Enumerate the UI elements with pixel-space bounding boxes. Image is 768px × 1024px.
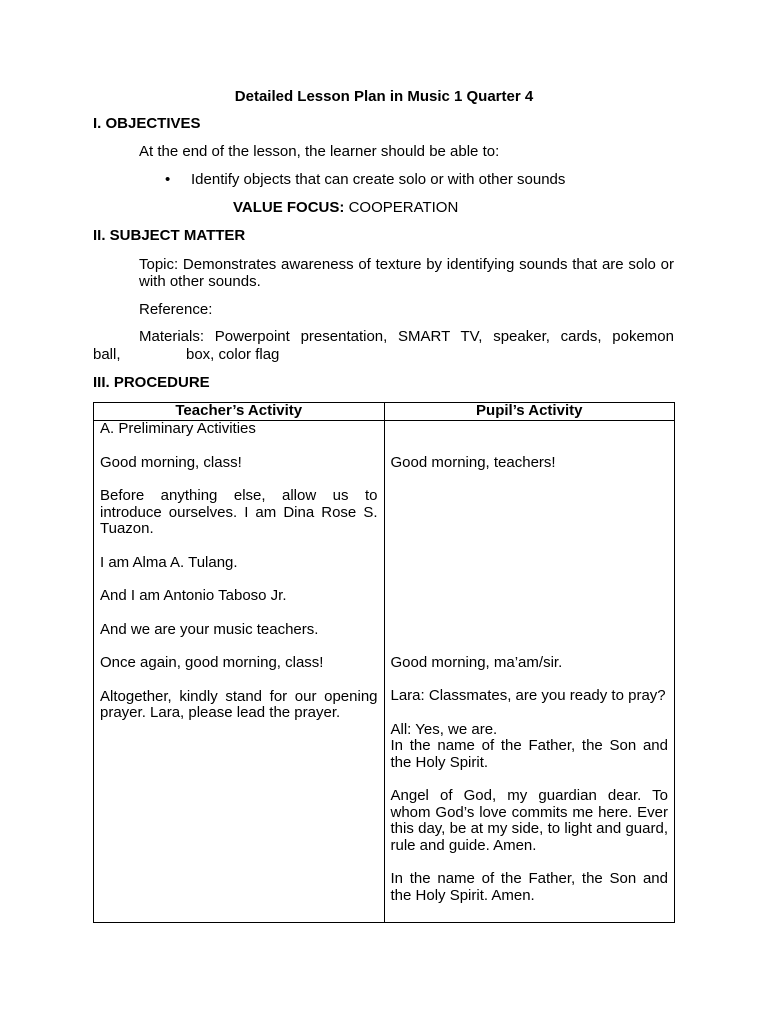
teacher-activity-cell [94, 421, 385, 923]
pupil-column-header: Pupil’s Activity [384, 403, 675, 421]
pupil-activity-cell [384, 421, 675, 923]
value-focus-label: VALUE FOCUS: [233, 199, 345, 216]
teacher-line: Good morning, class! [100, 453, 242, 471]
pupil-line: All: Yes, we are. [390, 720, 498, 738]
procedure-heading: III. PROCEDURE [93, 374, 210, 391]
bullet-symbol: • [165, 171, 171, 188]
teacher-line: A. Preliminary Activities [100, 420, 256, 437]
teacher-line: And we are your music teachers. [100, 620, 319, 638]
objectives-heading: I. OBJECTIVES [93, 115, 201, 132]
pupil-line: Angel of God, my guardian dear. To whom God’s love commits me here. Ever this day, be at my side, to light and guard, rule and guide. Amen. [390, 787, 668, 854]
value-focus [233, 199, 458, 216]
procedure-table [93, 402, 675, 923]
materials-line-2b: box, color flag [186, 346, 280, 363]
teacher-line: I am Alma A. Tulang. [100, 553, 238, 571]
document-title: Detailed Lesson Plan in Music 1 Quarter 4 [234, 88, 534, 105]
pupil-line: Lara: Classmates, are you ready to pray? [390, 687, 666, 704]
pupil-line: Good morning, ma’am/sir. [390, 653, 563, 671]
table-header-row [94, 403, 675, 421]
teacher-line: Once again, good morning, class! [100, 654, 324, 671]
teacher-line: Altogether, kindly stand for our opening prayer. Lara, please lead the prayer. [100, 687, 378, 721]
teacher-column-header: Teacher’s Activity [94, 403, 385, 421]
teacher-line: Before anything else, allow us to introduce ourselves. I am Dina Rose S. Tuazon. [100, 487, 378, 537]
topic-text: Topic: Demonstrates awareness of texture by identifying sounds that are solo or with other sounds. [139, 256, 674, 290]
subject-matter-heading: II. SUBJECT MATTER [93, 227, 246, 244]
pupil-line: Good morning, teachers! [390, 454, 556, 471]
table-row [94, 421, 675, 923]
pupil-line: In the name of the Father, the Son and the Holy Spirit. [390, 737, 668, 771]
value-focus-text: COOPERATION [348, 199, 459, 216]
reference-text: Reference: [139, 301, 213, 318]
materials-line-2a: ball, [93, 346, 121, 363]
objective-item: Identify objects that can create solo or with other sounds [191, 171, 566, 188]
pupil-line: In the name of the Father, the Son and the Holy Spirit. Amen. [390, 870, 668, 904]
materials-line-1: Materials: Powerpoint presentation, SMART TV, speaker, cards, pokemon [139, 328, 674, 345]
teacher-line: And I am Antonio Taboso Jr. [100, 587, 287, 604]
objectives-intro: At the end of the lesson, the learner should be able to: [139, 143, 500, 160]
